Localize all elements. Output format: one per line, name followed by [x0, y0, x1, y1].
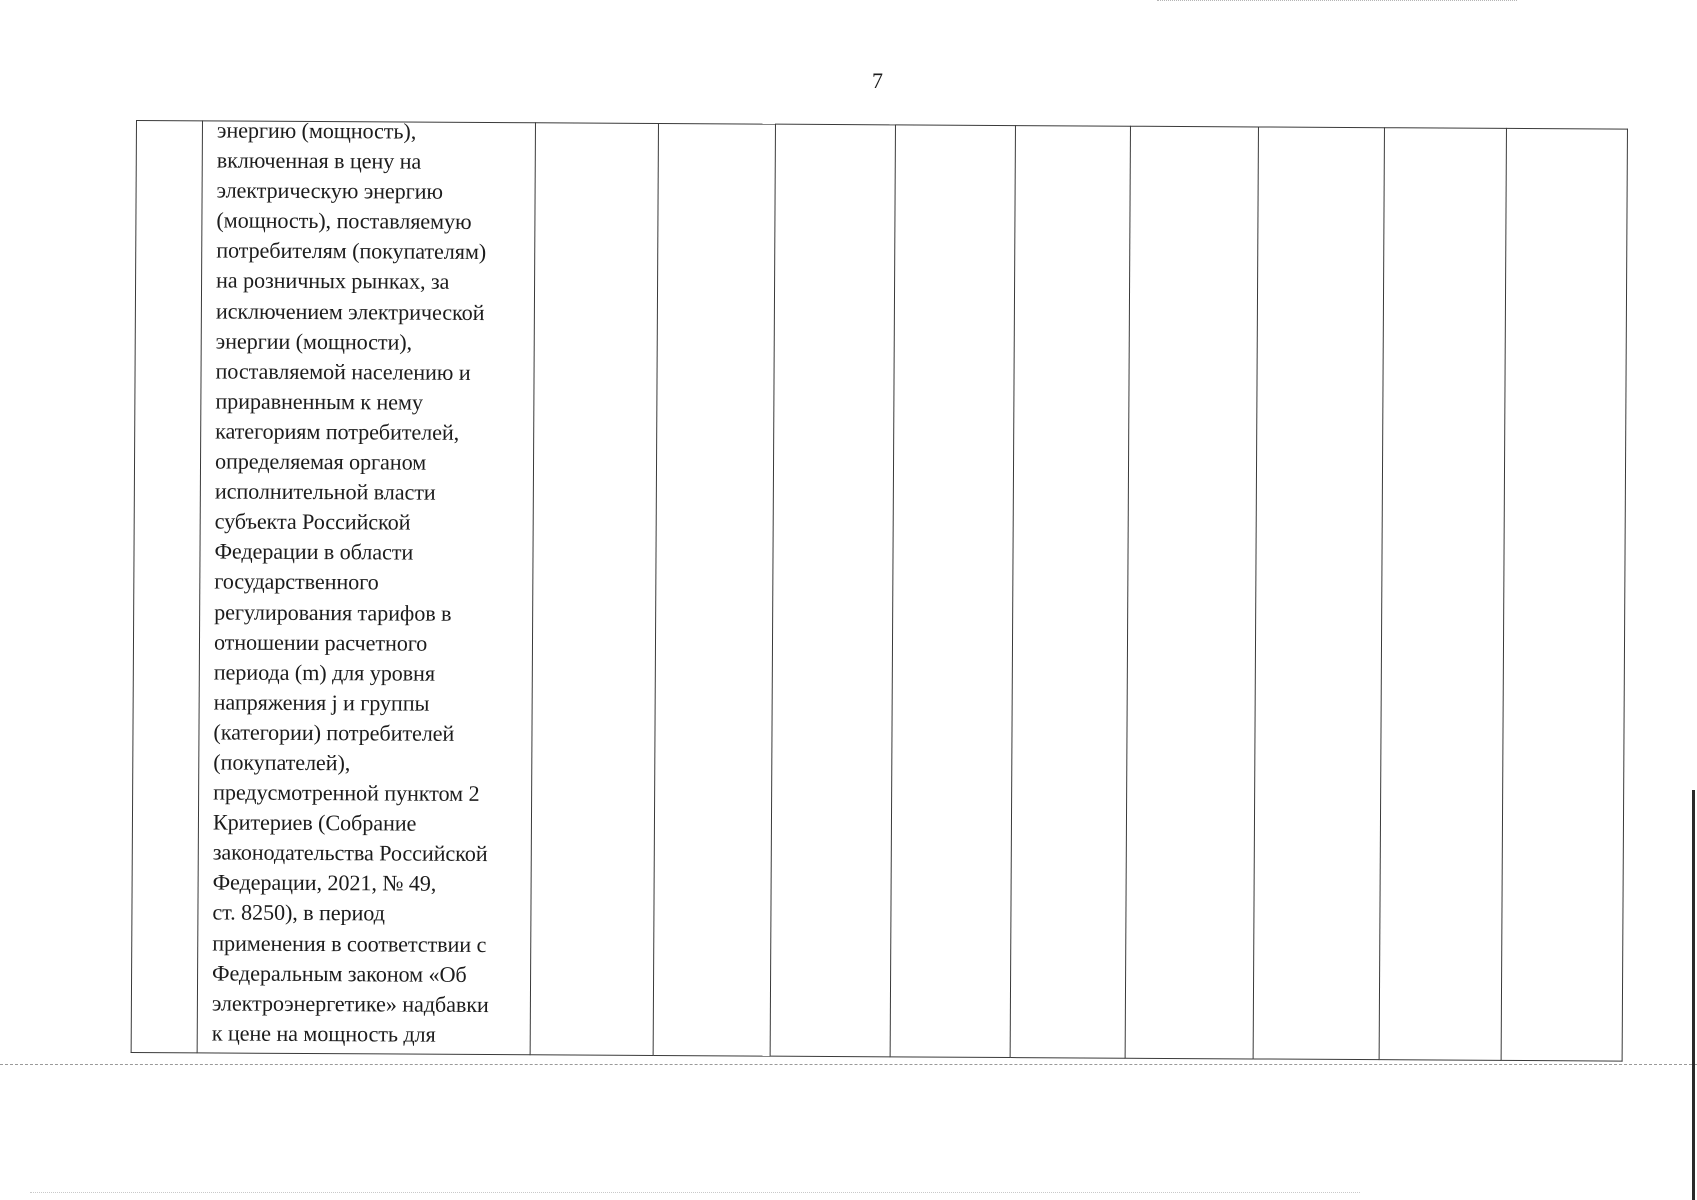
description-cell [197, 117, 535, 1055]
page-number: 7 [872, 68, 883, 93]
table-row [131, 121, 1627, 1062]
scan-divider-line [0, 1064, 1697, 1065]
value-cell-3 [770, 124, 895, 1057]
value-cell-4 [890, 125, 1015, 1058]
value-cell-9 [1501, 128, 1627, 1061]
row-number-cell [131, 121, 202, 1053]
value-cell-8 [1379, 128, 1506, 1061]
scan-noise-top [1157, 0, 1517, 3]
value-cell-6 [1125, 126, 1258, 1059]
description-text: энергию (мощность), включенная в цену на электрическую энергию (мощность), поставляемую потребителям (покупателям) на розничных рынках, за исключением электрической энергии (мощности), поставляемой населению и приравненным к нему категориям потребителей, определяемая органом исполнительной власти субъекта Российской Федерации в области государственного регулирования тарифов в отношении расчетного периода (m) для уровня напряжения j и группы (категории) потребителей (покупателей), предусмотренной пунктом 2 Критериев (Собрание законодательства Российской Федерации, 2021, № 49, ст. 8250), в период применения в соответствии с Федеральным законом «Об электроэнергетике» надбавки к цене на мощность для [211, 117, 489, 1047]
value-cell-1 [530, 123, 658, 1056]
value-cell-7 [1253, 127, 1384, 1060]
data-table [131, 117, 1628, 1062]
scan-noise-bottom [30, 1192, 1360, 1195]
value-cell-2 [653, 124, 775, 1057]
value-cell-5 [1010, 126, 1130, 1059]
scan-edge-shadow [1692, 790, 1695, 1200]
